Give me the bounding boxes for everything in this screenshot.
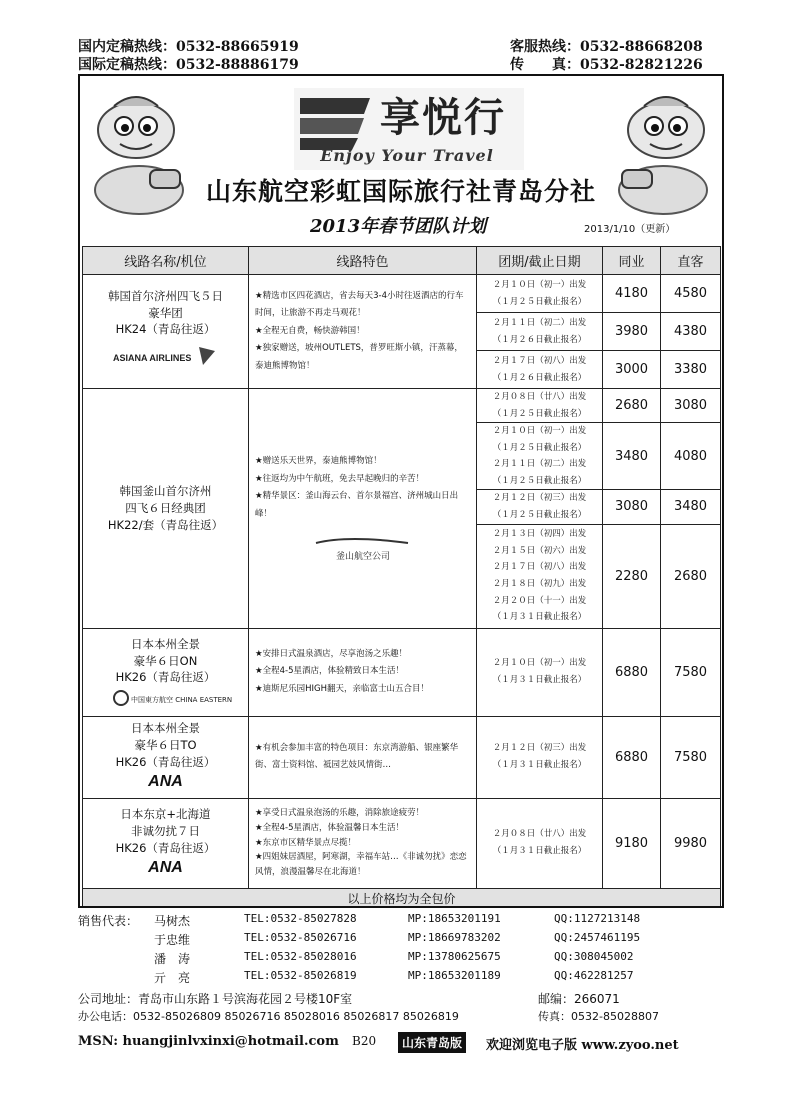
brand-name: 享悦行 — [380, 94, 506, 141]
route-seats: HK24（青岛往返） — [115, 322, 216, 337]
group-date-cell — [477, 389, 603, 423]
direct-price: 4380 — [661, 313, 721, 351]
direct-price: 3380 — [661, 351, 721, 389]
table-row — [83, 798, 721, 888]
route-seats: HK26（青岛往返） — [115, 754, 216, 769]
fax-number: 传 真：0532-82821226 — [510, 57, 703, 73]
direct-price: 3080 — [661, 389, 721, 423]
rep-qq: QQ:2457461195 — [554, 931, 641, 944]
route-subtitle: 豪华６日TO — [134, 738, 197, 753]
sales-section — [78, 906, 724, 1022]
svg-text:中国東方航空 CHINA EASTERN: 中国東方航空 CHINA EASTERN — [130, 696, 232, 704]
svg-text:ASIANA AIRLINES: ASIANA AIRLINES — [112, 353, 191, 363]
edition-badge: 山东青岛版 — [398, 1032, 466, 1053]
group-date-cell — [477, 716, 603, 798]
deadline: （１月２５日截止报名） — [492, 509, 587, 520]
feature-item: ★四姐妹居酒屋，阿寒湖，幸福车站…《非诚勿扰》恋恋风情，浪漫温馨尽在北海道！ — [255, 852, 467, 878]
group-date-cell — [477, 423, 603, 490]
msn-contact: MSN: huangjinlvxinxi@hotmail.com — [78, 1034, 339, 1049]
rep-tel: TEL:0532-85027828 — [244, 912, 357, 925]
direct-price: 2680 — [661, 524, 721, 628]
trade-price: 6880 — [603, 628, 661, 716]
office-fax: 传真：0532-85028807 — [538, 1010, 659, 1023]
group-date-cell — [477, 490, 603, 524]
domestic-hotline: 国内定稿热线：0532-88665919 — [78, 39, 299, 55]
header-direct-price: 直客 — [661, 247, 721, 275]
svg-text:釜山航空公司: 釜山航空公司 — [335, 552, 390, 563]
header-features: 线路特色 — [249, 247, 477, 275]
tour-plan-table — [82, 246, 721, 909]
trade-price: 2280 — [603, 524, 661, 628]
route-seats: HK26（青岛往返） — [115, 670, 216, 685]
route-name-cell — [83, 798, 249, 888]
feature-item: ★安排日式温泉酒店，尽享泡汤之乐趣！ — [255, 648, 408, 659]
route-subtitle: 豪华团 — [148, 305, 183, 320]
table-row — [83, 275, 721, 313]
rep-tel: TEL:0532-85026819 — [244, 969, 357, 982]
trade-price: 3980 — [603, 313, 661, 351]
rep-tel: TEL:0532-85028016 — [244, 950, 357, 963]
departure-date: ２月１２日（初三）出发 — [492, 493, 587, 504]
route-name-cell — [83, 275, 249, 389]
table-row — [83, 628, 721, 716]
ana-logo: ANA — [148, 859, 183, 877]
header-trade-price: 同业 — [603, 247, 661, 275]
table-footer-row — [83, 888, 721, 908]
postcode: 邮编：266071 — [538, 992, 620, 1006]
rep-name: 亓 亮 — [154, 971, 191, 985]
direct-price: 9980 — [661, 798, 721, 888]
trade-price: 6880 — [603, 716, 661, 798]
deadline: （１月２５日截止报名） — [492, 408, 587, 419]
office-phone: 办公电话：0532-85026809 85026716 85028016 85026817 85026819 — [78, 1010, 459, 1023]
header — [80, 76, 722, 246]
trade-price: 9180 — [603, 798, 661, 888]
feature-item: ★全程无自费，畅快游韩国！ — [255, 325, 365, 336]
rep-mobile: MP:13780625675 — [408, 950, 501, 963]
rep-qq: QQ:1127213148 — [554, 912, 641, 925]
route-features-cell — [249, 716, 477, 798]
departure-date: ２月１１日（初二）出发 — [492, 459, 587, 470]
rep-mobile: MP:18653201191 — [408, 912, 501, 925]
rep-qq: QQ:462281257 — [554, 969, 634, 982]
rep-name: 马树杰 — [154, 914, 191, 928]
departure-date: ２月１１日（初二）出发 — [492, 317, 587, 328]
trade-price: 2680 — [603, 389, 661, 423]
feature-item: ★迪斯尼乐园HIGH翻天，亲临富士山五合目！ — [255, 683, 429, 694]
route-subtitle: 四飞６日经典团 — [125, 500, 206, 515]
route-title: 日本东京+北海道 — [120, 807, 211, 822]
departure-date: ２月１２日（初三）出发 — [492, 743, 587, 754]
table-header-row — [83, 247, 721, 275]
page-number: B20 — [352, 1034, 377, 1048]
departure-date: ２月１０日（初一）出发 — [492, 279, 587, 290]
departure-date: ２月０８日（廿八）出发 — [492, 829, 587, 840]
direct-price: 3480 — [661, 490, 721, 524]
route-features-cell — [249, 389, 477, 629]
route-subtitle: 非诚勿扰７日 — [131, 824, 200, 839]
route-title: 韩国釜山首尔济州 — [119, 484, 212, 499]
china-eastern-logo — [111, 688, 232, 708]
direct-price: 7580 — [661, 628, 721, 716]
feature-item: ★享受日式温泉泡汤的乐趣，消除旅途疲劳！ — [255, 807, 425, 818]
departure-date: ２月１５日（初六）出发 — [492, 545, 587, 556]
deadline: （１月３１日截止报名） — [492, 846, 587, 856]
rep-mobile: MP:18653201189 — [408, 969, 501, 982]
all-inclusive-note: 以上价格均为全包价 — [83, 888, 721, 908]
brand-slogan: Enjoy Your Travel — [320, 146, 494, 165]
route-features-cell — [249, 275, 477, 389]
deadline: （１月２５日截止报名） — [492, 442, 587, 453]
departure-date: ２月１０日（初一）出发 — [492, 658, 587, 669]
group-date-cell — [477, 313, 603, 351]
feature-item: ★东京市区精华景点尽揽！ — [255, 837, 357, 848]
deadline: （１月２５日截止报名） — [492, 475, 587, 486]
sales-label: 销售代表： — [78, 914, 139, 928]
route-subtitle: 豪华６日ON — [133, 653, 198, 668]
deadline: （１月２５日截止报名） — [492, 296, 587, 307]
trade-price: 3080 — [603, 490, 661, 524]
deadline: （１月２６日截止报名） — [492, 334, 587, 345]
company-name: 山东航空彩虹国际旅行社青岛分社 — [205, 177, 596, 206]
deadline: （１月２６日截止报名） — [492, 372, 587, 383]
table-row — [83, 389, 721, 423]
trade-price: 3480 — [603, 423, 661, 490]
direct-price: 4580 — [661, 275, 721, 313]
trade-price: 3000 — [603, 351, 661, 389]
feature-item: ★精华景区：釜山海云台、首尔景福宫、济州城山日出峰！ — [255, 491, 459, 519]
welcome-text: 欢迎浏览电子版 www.zyoo.net — [486, 1038, 679, 1053]
departure-date: ２月２０日（十一）出发 — [492, 595, 587, 606]
rep-qq: QQ:308045002 — [554, 950, 634, 963]
route-features-cell — [249, 628, 477, 716]
trade-price: 4180 — [603, 275, 661, 313]
group-date-cell — [477, 628, 603, 716]
group-date-cell — [477, 524, 603, 628]
asiana-airlines-logo — [111, 341, 221, 375]
international-hotline: 国际定稿热线：0532-88886179 — [78, 57, 299, 73]
advert-frame — [78, 74, 724, 1022]
header-route: 线路名称/机位 — [83, 247, 249, 275]
direct-price: 7580 — [661, 716, 721, 798]
deadline: （１月３１日截止报名） — [492, 675, 587, 685]
company-address: 公司地址：青岛市山东路１号滨海花园２号楼10F室 — [78, 992, 353, 1006]
feature-item: ★有机会参加丰富的特色项目：东京湾游船、银座繁华街、富士资料馆、祗园艺妓风情街… — [255, 742, 459, 770]
departure-date: ２月１７日（初八）出发 — [492, 562, 587, 573]
deadline: （１月３１日截止报名） — [492, 612, 587, 623]
rep-mobile: MP:18669783202 — [408, 931, 501, 944]
route-name-cell — [83, 389, 249, 629]
group-date-cell — [477, 798, 603, 888]
feature-item: ★精选市区四花酒店，省去每天3-4小时往返酒店的行车时间，让旅游不再走马观花！ — [255, 290, 464, 319]
route-seats: HK26（青岛往返） — [115, 840, 216, 855]
rep-tel: TEL:0532-85026716 — [244, 931, 357, 944]
rep-name: 潘 涛 — [154, 952, 191, 966]
route-features-cell — [249, 798, 477, 888]
deadline: （１月３１日截止报名） — [492, 760, 587, 770]
group-date-cell — [477, 351, 603, 389]
departure-date: ２月１０日（初一）出发 — [492, 426, 587, 437]
departure-date: ２月１８日（初九）出发 — [492, 579, 587, 589]
table-row — [83, 716, 721, 798]
feature-item: ★赠送乐天世界，泰迪熊博物馆！ — [255, 456, 382, 467]
route-seats: HK22/套（青岛往返） — [107, 517, 224, 532]
departure-date: ２月０８日（廿八）出发 — [492, 392, 587, 402]
header-dates: 团期/截止日期 — [477, 247, 603, 275]
group-date-cell — [477, 275, 603, 313]
feature-item: ★全程4-5星酒店，体验精致日本生活！ — [255, 666, 405, 677]
route-name-cell — [83, 628, 249, 716]
service-hotline: 客服热线：0532-88668208 — [510, 39, 703, 55]
air-busan-logo — [308, 537, 418, 563]
departure-date: ２月１３日（初四）出发 — [492, 529, 587, 540]
feature-item: ★独家赠送，坡州OUTLETS，普罗旺斯小镇，汗蒸幕，泰迪熊博物馆！ — [255, 343, 463, 371]
update-date: 2013/1/10（更新） — [584, 224, 676, 235]
feature-item: ★全程4-5星酒店，体验温馨日本生活！ — [255, 822, 405, 833]
rep-name: 于忠维 — [154, 933, 191, 947]
route-title: 日本本州全景 — [131, 721, 200, 736]
direct-price: 4080 — [661, 423, 721, 490]
route-title: 日本本州全景 — [131, 636, 200, 651]
feature-item: ★往返均为中午航班，免去早起晚归的辛苦！ — [255, 473, 425, 484]
plan-title: 2013年春节团队计划 — [310, 216, 487, 237]
route-name-cell — [83, 716, 249, 798]
ana-logo: ANA — [148, 773, 183, 791]
route-title: 韩国首尔济州四飞５日 — [108, 288, 223, 303]
departure-date: ２月１７日（初八）出发 — [492, 355, 587, 366]
